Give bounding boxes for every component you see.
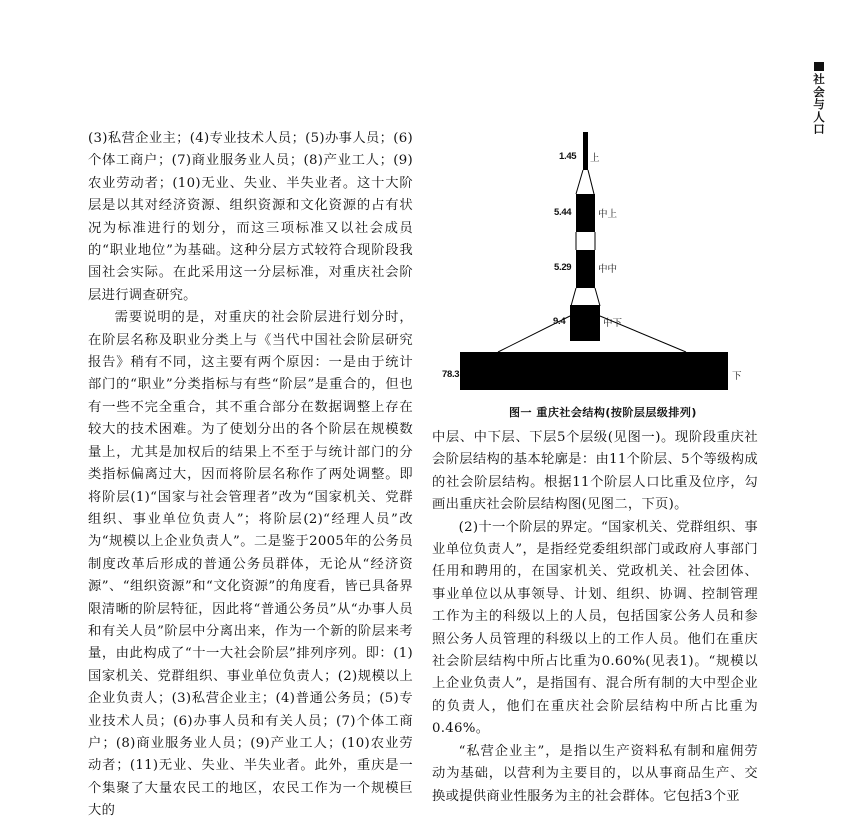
section-label-char: 社 <box>813 72 825 86</box>
section-label-char: 口 <box>813 122 825 136</box>
tier-label-lower: 下 <box>732 371 742 382</box>
paragraph: (3)私营企业主；(4)专业技术人员；(5)办事人员；(6)个体工商户；(7)商业服务业人员；(8)产业工人；(9)农业劳动者；(10)无业、失业、半失业者。这十大阶层是以其对经济资源、组织资源和文化资源的占有状况为标准进行的划分，而这三项标准又以社会成员的“职业地位”为基础。这种分层方式较符合现阶段我国社会实际。在此采用这一分层标准，对重庆社会阶层进行调查研究。 <box>88 131 413 303</box>
section-label-char: 与 <box>813 97 825 111</box>
tier-label-middle: 中中 <box>598 264 618 275</box>
tier-label-lower-middle: 中下 <box>603 318 623 329</box>
paragraph: (2)十一个阶层的界定。“国家机关、党群组织、事业单位负责人”，是指经党委组织部门或政府人事部门任用和聘用的，在国家机关、党政机关、社会团体、事业单位以从事领导、计划、组织、协调、控制管理工作为主的科级以上的人员，包括国家公务人员和参照公务人员管理的科级以上的工作人员。他们在重庆社会阶层结构中所占比重为0.60%(见表1)。“规模以上企业负责人”，是指国有、混合所有制的大中型企业的负责人，他们在重庆社会阶层结构中所占比重为0.46%。 <box>432 519 758 737</box>
tier-value-lower-middle: 9.4 <box>553 316 566 327</box>
section-label-char: 人 <box>813 109 825 124</box>
tier-label-upper-middle: 中上 <box>598 209 618 220</box>
figure-social-structure-pyramid <box>440 128 770 418</box>
tier-label-upper: 上 <box>590 153 600 164</box>
left-text-column <box>88 128 413 823</box>
paragraph: 中层、中下层、下层5个层级(见图一)。现阶段重庆社会阶层结构的基本轮廓是：由11个阶层、5个等级构成的社会阶层结构。根据11个阶层人口比重及位序，勾画出重庆社会阶层结构图(见图二，下页)。 <box>432 430 758 513</box>
right-text-column <box>432 427 758 808</box>
figure-caption: 图一 重庆社会结构(按阶层层级排列) <box>509 406 697 419</box>
paragraph: “私营企业主”，是指以生产资料私有制和雇佣劳动为基础，以营利为主要目的，以从事商品生产、交换或提供商业性服务为主的社会群体。它包括3个亚 <box>432 743 758 804</box>
tier-value-middle: 5.29 <box>554 262 572 273</box>
tier-value-lower: 78.3 <box>442 369 460 380</box>
section-label-vertical <box>812 62 826 136</box>
section-label-char: 会 <box>813 84 825 99</box>
section-marker-square <box>814 62 824 71</box>
tier-value-upper: 1.45 <box>559 151 577 162</box>
paragraph: 需要说明的是，对重庆的社会阶层进行划分时，在阶层名称及职业分类上与《当代中国社会阶层研究报告》稍有不同，这主要有两个原因：一是由于统计部门的“职业”分类指标与有些“阶层”是重合的，但也有一些不完全重合，其不重合部分在数据调整上存在较大的技术困难。为了使划分出的各个阶层在规模数量上，尤其是加权后的结果上不至于与统计部门的分类指标偏离过大，因而将阶层名称作了两处调整。即将阶层(1)“国家与社会管理者”改为“国家机关、党群组织、事业单位负责人”；将阶层(2)“经理人员”改为“规模以上企业负责人”。二是鉴于2005年的公务员制度改革后形成的普通公务员群体，无论从“经济资源”、“组织资源”和“文化资源”的角度看，皆已具备界限清晰的阶层特征，因此将“普通公务员”从“办事人员和有关人员”阶层中分离出来，作为一个新的阶层来考量，由此构成了“十一大社会阶层”排列序列。即：(1)国家机关、党群组织、事业单位负责人；(2)规模以上企业负责人；(3)私营企业主；(4)普通公务员；(5)专业技术人员；(6)办事人员和有关人员；(7)个体工商户；(8)商业服务业人员；(9)产业工人；(10)农业劳动者；(11)无业、失业、半失业者。此外，重庆是一个集聚了大量农民工的地区，农民工作为一个规模巨大的 <box>88 310 413 819</box>
tier-value-upper-middle: 5.44 <box>554 207 572 218</box>
